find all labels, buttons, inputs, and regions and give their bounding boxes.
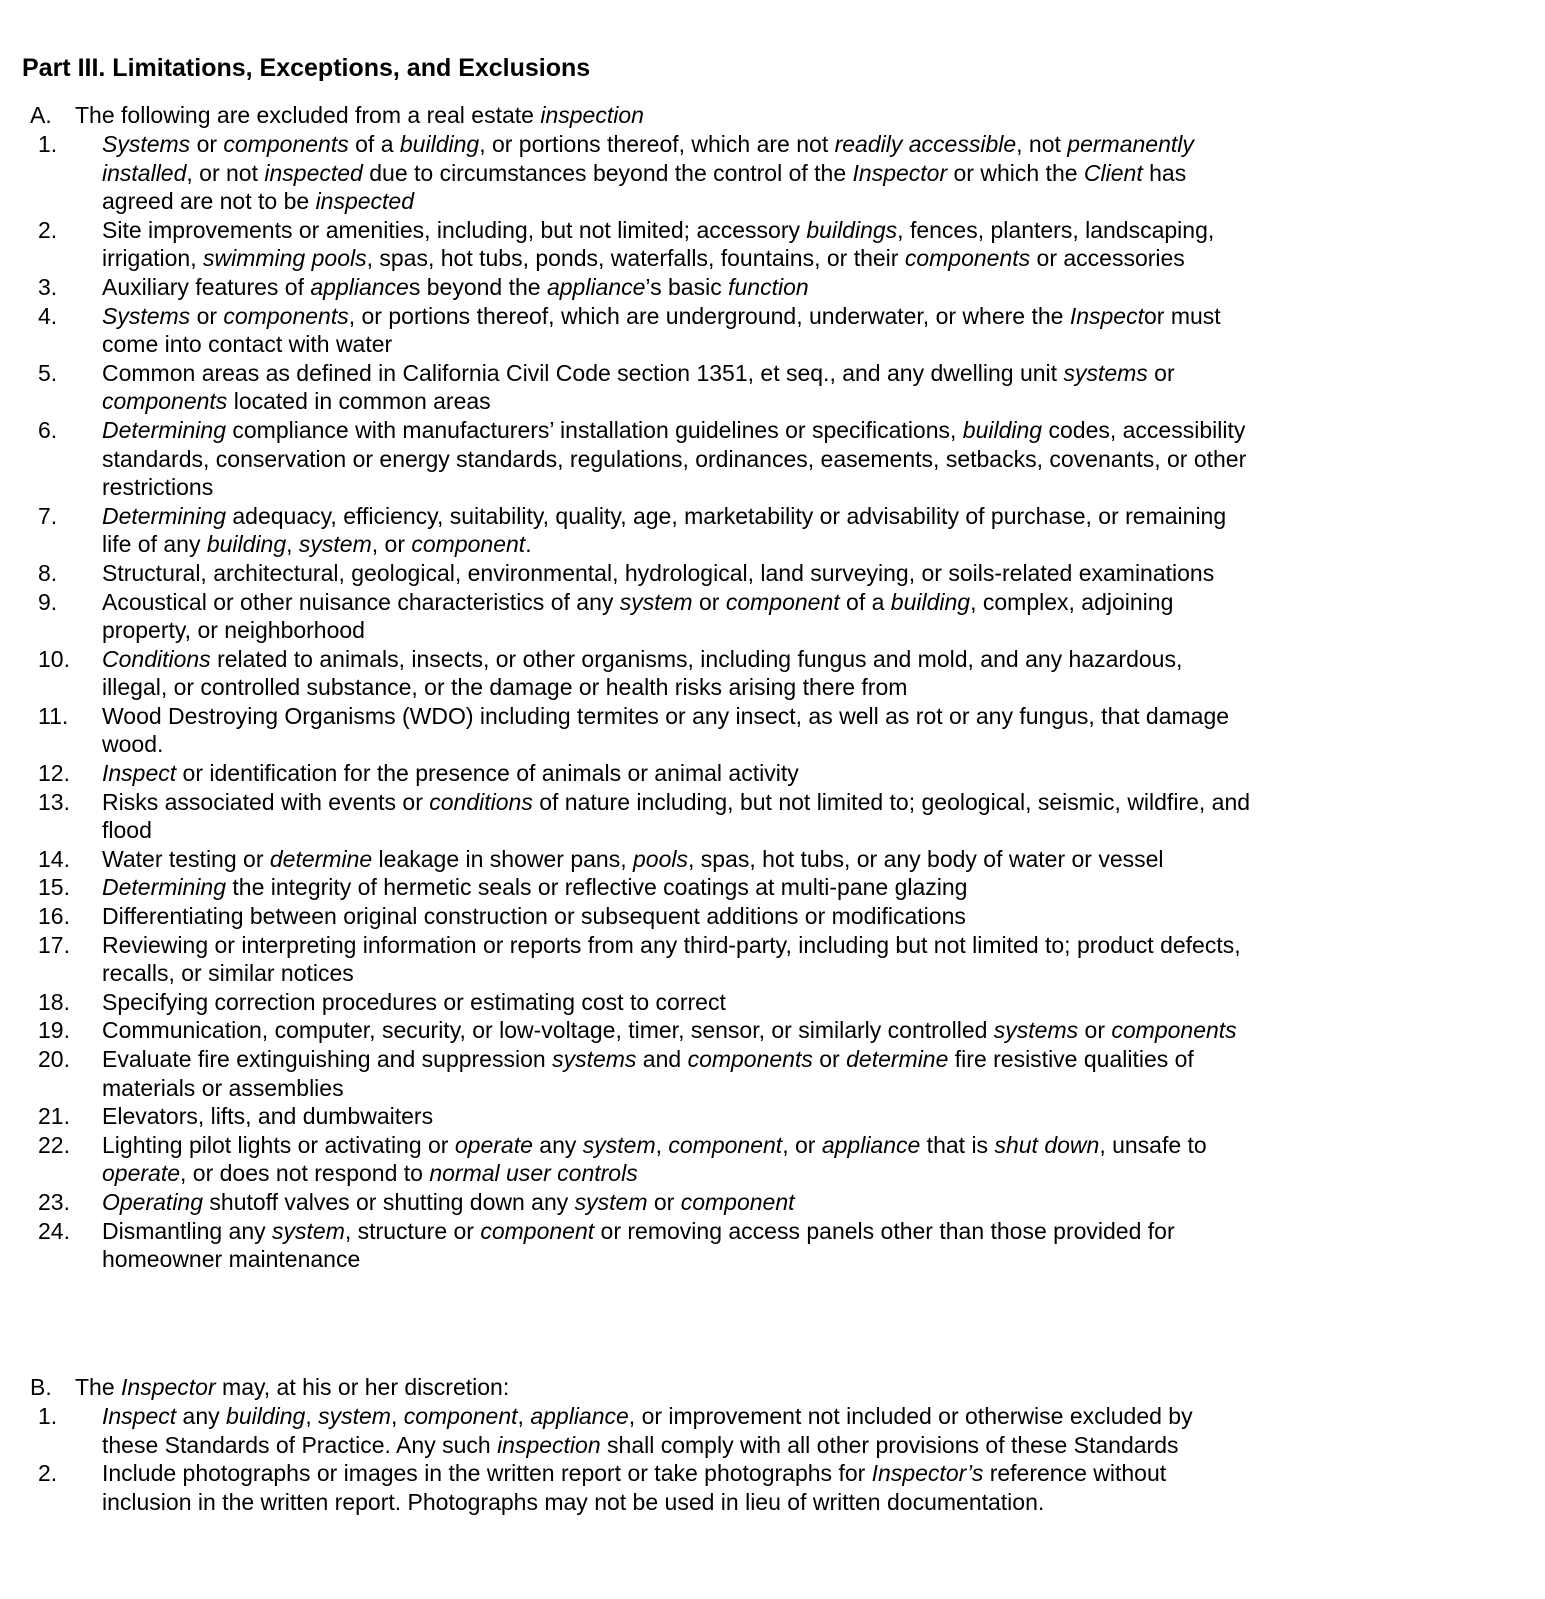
text-run: Risks associated with events or <box>102 788 430 815</box>
text-run: , unsafe to <box>1099 1131 1207 1158</box>
italic-term: systems <box>552 1046 637 1072</box>
list-item <box>0 931 1545 988</box>
text-run: , or portions thereof, which are not <box>479 131 835 157</box>
list-item <box>0 1102 1545 1131</box>
italic-term: components <box>223 302 349 329</box>
item-number: 17. <box>38 931 70 958</box>
text-run: Structural, architectural, geological, environmental, hydrological, land surveying, or soils-related examinations <box>102 559 1215 586</box>
item-text <box>102 1217 1252 1274</box>
text-run: Acoustical or other nuisance characteristics of any <box>102 588 620 615</box>
italic-term: component <box>403 1403 518 1429</box>
italic-term: system <box>582 1131 656 1158</box>
text-run: , <box>655 1131 669 1158</box>
item-text <box>102 1102 1252 1131</box>
text-run: the integrity of hermetic seals or reflective coatings at multi-pane glazing <box>226 874 968 901</box>
italic-term: component <box>725 588 840 615</box>
item-text <box>102 502 1252 559</box>
text-run: or <box>812 1046 847 1072</box>
italic-term: components <box>904 245 1031 272</box>
item-text <box>102 130 1252 216</box>
text-run: , spas, hot tubs, ponds, waterfalls, fountains, or their <box>366 245 905 272</box>
text-run: , <box>390 1403 404 1429</box>
text-run: , fences, planters, landscaping, irrigation, <box>102 216 1215 272</box>
item-text <box>102 788 1252 845</box>
item-number: 6. <box>38 416 58 443</box>
italic-term: component <box>680 1188 795 1215</box>
section-a-list <box>0 130 1545 1274</box>
section-b-heading-text <box>75 1374 509 1400</box>
text-run: , or not <box>186 159 265 186</box>
text-run: , <box>286 531 299 558</box>
italic-term: inspection <box>497 1431 601 1458</box>
italic-term: conditions <box>429 788 533 815</box>
item-number: 10. <box>38 645 70 672</box>
italic-term: system <box>574 1188 648 1215</box>
italic-term: swimming pools <box>202 245 367 272</box>
list-item <box>0 1188 1545 1217</box>
list-item <box>0 559 1545 588</box>
text-run: of a <box>839 588 891 615</box>
text-run: or must come into contact with water <box>102 302 1221 358</box>
text-run: or <box>190 131 224 157</box>
item-number: 4. <box>38 302 58 329</box>
item-number: 22. <box>38 1131 70 1158</box>
item-text <box>102 359 1252 416</box>
item-text <box>102 416 1252 502</box>
list-item <box>0 216 1545 273</box>
item-text <box>102 1459 1252 1516</box>
italic-term: system <box>619 588 693 615</box>
italic-term: appliance <box>546 273 646 300</box>
item-number: 21. <box>38 1103 70 1130</box>
italic-term: system <box>272 1217 345 1244</box>
text-run: , or portions thereof, which are underground, underwater, or where the <box>348 302 1070 329</box>
italic-term: Conditions <box>102 645 211 672</box>
item-text <box>102 1131 1252 1188</box>
italic-term: system <box>298 531 372 558</box>
item-number: 5. <box>38 359 58 386</box>
section-a-heading-text <box>75 102 644 128</box>
italic-term: system <box>318 1403 391 1429</box>
italic-term: systems <box>993 1017 1079 1044</box>
text-run: located in common areas <box>227 388 491 415</box>
item-number: 2. <box>38 216 58 243</box>
item-text <box>102 216 1252 273</box>
italic-term: building <box>399 131 480 157</box>
text-run: leakage in shower pans, <box>372 845 633 872</box>
text-run: Communication, computer, security, or low-voltage, timer, sensor, or similarly controlled <box>102 1017 994 1044</box>
list-item <box>0 359 1545 416</box>
item-number: 14. <box>38 845 70 872</box>
item-text <box>102 302 1252 359</box>
text-run: Water testing or <box>102 845 270 872</box>
italic-term: function <box>728 273 809 300</box>
item-text <box>102 931 1252 988</box>
italic-term: components <box>687 1046 813 1072</box>
item-text <box>102 645 1252 702</box>
text-run: Site improvements or amenities, including, but not limited; accessory <box>102 216 807 243</box>
item-number: 18. <box>38 988 70 1015</box>
italic-term: Systems <box>102 131 191 157</box>
italic-term: Determining <box>102 502 226 529</box>
item-text <box>102 273 1252 302</box>
text-run: . <box>525 531 532 558</box>
page-title: Part III. Limitations, Exceptions, and Exclusions <box>22 54 591 82</box>
text-run: , not <box>1016 131 1068 157</box>
italic-term: components <box>223 131 349 157</box>
item-text <box>102 1045 1252 1102</box>
text-run: ’s basic <box>645 273 729 300</box>
italic-term: component <box>668 1131 783 1158</box>
item-text <box>102 702 1252 759</box>
item-text <box>102 902 1252 931</box>
text-run: shutoff valves or shutting down any <box>203 1188 575 1215</box>
italic-term: systems <box>1063 359 1148 386</box>
list-item <box>0 645 1545 702</box>
text-run: Dismantling any <box>102 1217 273 1244</box>
list-item <box>0 588 1545 645</box>
text-run: codes, accessibility standards, conservation or energy standards, regulations, ordinances, easements, setbacks, covenants, or other restrictions <box>102 416 1247 501</box>
italic-term: building <box>890 588 971 615</box>
list-item <box>0 1016 1545 1045</box>
list-item <box>0 902 1545 931</box>
text-run: of a <box>348 131 400 157</box>
item-number: 8. <box>38 559 58 586</box>
item-number: 3. <box>38 273 58 300</box>
italic-term: Inspect <box>102 760 177 787</box>
text-run: due to circumstances beyond the control of the <box>362 159 853 186</box>
text-run: of nature including, but not limited to; geological, seismic, wildfire, and flood <box>102 788 1251 844</box>
text-run: Reviewing or interpreting information or reports from any third-party, including but not limited to; product defects, recalls, or similar notices <box>102 931 1241 987</box>
item-text <box>102 845 1252 874</box>
italic-term: permanently installed <box>102 131 1194 186</box>
list-item <box>0 845 1545 874</box>
text-run: that is <box>920 1131 995 1158</box>
text-run: or <box>1147 359 1175 386</box>
italic-term: appliance <box>821 1131 921 1158</box>
list-item <box>0 702 1545 759</box>
item-number: 1. <box>38 131 58 157</box>
list-item <box>0 759 1545 788</box>
item-text <box>102 988 1252 1017</box>
italic-term: operate <box>102 1160 181 1187</box>
text-run: Differentiating between original construction or subsequent additions or modifications <box>102 903 966 930</box>
text-run: The following are excluded from a real estate <box>75 102 541 128</box>
italic-term: component <box>480 1217 595 1244</box>
text-run: Include photographs or images in the written report or take photographs for <box>102 1460 872 1487</box>
list-item <box>0 1402 1545 1459</box>
item-number: 11. <box>38 702 69 729</box>
list-item <box>0 302 1545 359</box>
italic-term: determine <box>846 1046 949 1072</box>
text-run: , or improvement not included or otherwise excluded by these Standards of Practice. Any such <box>102 1403 1193 1458</box>
italic-term: components <box>102 388 228 415</box>
italic-term: inspection <box>540 102 644 128</box>
item-text <box>102 1188 1252 1217</box>
text-run: or accessories <box>1030 245 1185 272</box>
item-text <box>102 1016 1252 1045</box>
section-a-letter: A. <box>30 102 52 128</box>
text-run: related to animals, insects, or other organisms, including fungus and mold, and any hazardous, illegal, or controlled substance, or the damage or health risks arising there from <box>102 645 1183 701</box>
item-number: 9. <box>38 588 58 615</box>
italic-term: inspected <box>315 188 415 215</box>
italic-term: components <box>1111 1017 1237 1044</box>
italic-term: Client <box>1083 159 1143 186</box>
text-run: and <box>636 1046 688 1072</box>
list-item <box>0 873 1545 902</box>
item-number: 23. <box>38 1188 70 1215</box>
list-item <box>0 416 1545 502</box>
item-number: 7. <box>38 502 58 529</box>
text-run: Evaluate fire extinguishing and suppression <box>102 1046 553 1072</box>
italic-term: Inspect <box>102 1403 177 1429</box>
list-item <box>0 788 1545 845</box>
italic-term: Determining <box>102 874 226 901</box>
item-text <box>102 873 1252 902</box>
text-run: , or <box>782 1131 822 1158</box>
text-run: fire resistive qualities of materials or assemblies <box>102 1046 1194 1101</box>
text-run: The <box>75 1374 122 1400</box>
item-number: 12. <box>38 760 70 787</box>
text-run: shall comply with all other provisions of these Standards <box>600 1431 1179 1458</box>
text-run: adequacy, efficiency, suitability, quality, age, marketability or advisability of purchase, or remaining life of any <box>102 502 1227 558</box>
italic-term: readily accessible <box>834 131 1017 157</box>
italic-term: building <box>206 531 287 558</box>
italic-term: Operating <box>102 1188 204 1215</box>
italic-term: Systems <box>102 302 191 329</box>
text-run: or <box>692 588 726 615</box>
section-a-heading <box>30 101 644 130</box>
item-number: 2. <box>38 1460 58 1487</box>
text-run: Auxiliary features of <box>102 273 311 300</box>
text-run: may, at his or her discretion: <box>215 1374 510 1400</box>
italic-term: normal user controls <box>429 1160 638 1187</box>
list-item <box>0 1217 1545 1274</box>
italic-term: appliance <box>310 273 409 300</box>
italic-term: building <box>226 1403 306 1429</box>
list-item <box>0 1131 1545 1188</box>
section-b-letter: B. <box>30 1374 52 1400</box>
italic-term: component <box>411 531 526 558</box>
text-run: Elevators, lifts, and dumbwaiters <box>102 1103 434 1130</box>
list-item <box>0 1459 1545 1516</box>
italic-term: Inspector <box>852 159 948 186</box>
item-number: 1. <box>38 1403 58 1429</box>
item-text <box>102 759 1252 788</box>
item-number: 20. <box>38 1046 70 1072</box>
text-run: any <box>176 1403 227 1429</box>
list-item <box>0 130 1545 216</box>
text-run: , complex, adjoining property, or neighborhood <box>102 588 1174 644</box>
list-item <box>0 273 1545 302</box>
text-run: Lighting pilot lights or activating or <box>102 1131 455 1158</box>
italic-term: shut down <box>994 1131 1100 1158</box>
italic-term: Inspector <box>121 1374 216 1400</box>
item-number: 16. <box>38 903 70 930</box>
section-b-heading <box>30 1373 509 1402</box>
item-number: 15. <box>38 874 70 901</box>
text-run: has agreed are not to be <box>102 159 1187 215</box>
section-b-list <box>0 1402 1545 1516</box>
list-item <box>0 1045 1545 1102</box>
text-run: or which the <box>947 159 1084 186</box>
text-run: Wood Destroying Organisms (WDO) including termites or any insect, as well as rot or any fungus, that damage wood. <box>102 702 1230 758</box>
text-run: , <box>305 1403 319 1429</box>
item-number: 19. <box>38 1017 70 1044</box>
text-run: or identification for the presence of animals or animal activity <box>176 760 799 787</box>
text-run: or removing access panels other than those provided for homeowner maintenance <box>102 1217 1175 1273</box>
list-item <box>0 502 1545 559</box>
item-text <box>102 559 1252 588</box>
text-run: any <box>532 1131 583 1158</box>
list-item <box>0 988 1545 1017</box>
text-run: compliance with manufacturers’ installation guidelines or specifications, <box>226 416 963 443</box>
text-run: , or does not respond to <box>180 1160 430 1187</box>
text-run: , or <box>371 531 412 558</box>
item-number: 13. <box>38 788 70 815</box>
text-run: , structure or <box>344 1217 481 1244</box>
italic-term: buildings <box>806 216 898 243</box>
italic-term: Inspect <box>1069 302 1144 329</box>
item-number: 24. <box>38 1217 70 1244</box>
italic-term: inspected <box>264 159 363 186</box>
text-run: Specifying correction procedures or estimating cost to correct <box>102 988 726 1015</box>
text-run: Common areas as defined in California Civil Code section 1351, et seq., and any dwelling unit <box>102 359 1064 386</box>
text-run: or <box>190 302 224 329</box>
italic-term: pools <box>632 845 688 872</box>
italic-term: appliance <box>530 1403 629 1429</box>
text-run: s beyond the <box>408 273 547 300</box>
text-run: , spas, hot tubs, or any body of water or vessel <box>687 845 1164 872</box>
italic-term: operate <box>454 1131 533 1158</box>
italic-term: determine <box>269 845 373 872</box>
text-run: or <box>647 1188 681 1215</box>
text-run: or <box>1078 1017 1112 1044</box>
italic-term: Inspector’s <box>871 1460 984 1487</box>
text-run: reference without inclusion in the written report. Photographs may not be used in lieu of written documentation. <box>102 1460 1167 1515</box>
text-run: , <box>517 1403 531 1429</box>
italic-term: Determining <box>102 416 226 443</box>
item-text <box>102 1402 1252 1459</box>
item-text <box>102 588 1252 645</box>
italic-term: building <box>962 416 1043 443</box>
